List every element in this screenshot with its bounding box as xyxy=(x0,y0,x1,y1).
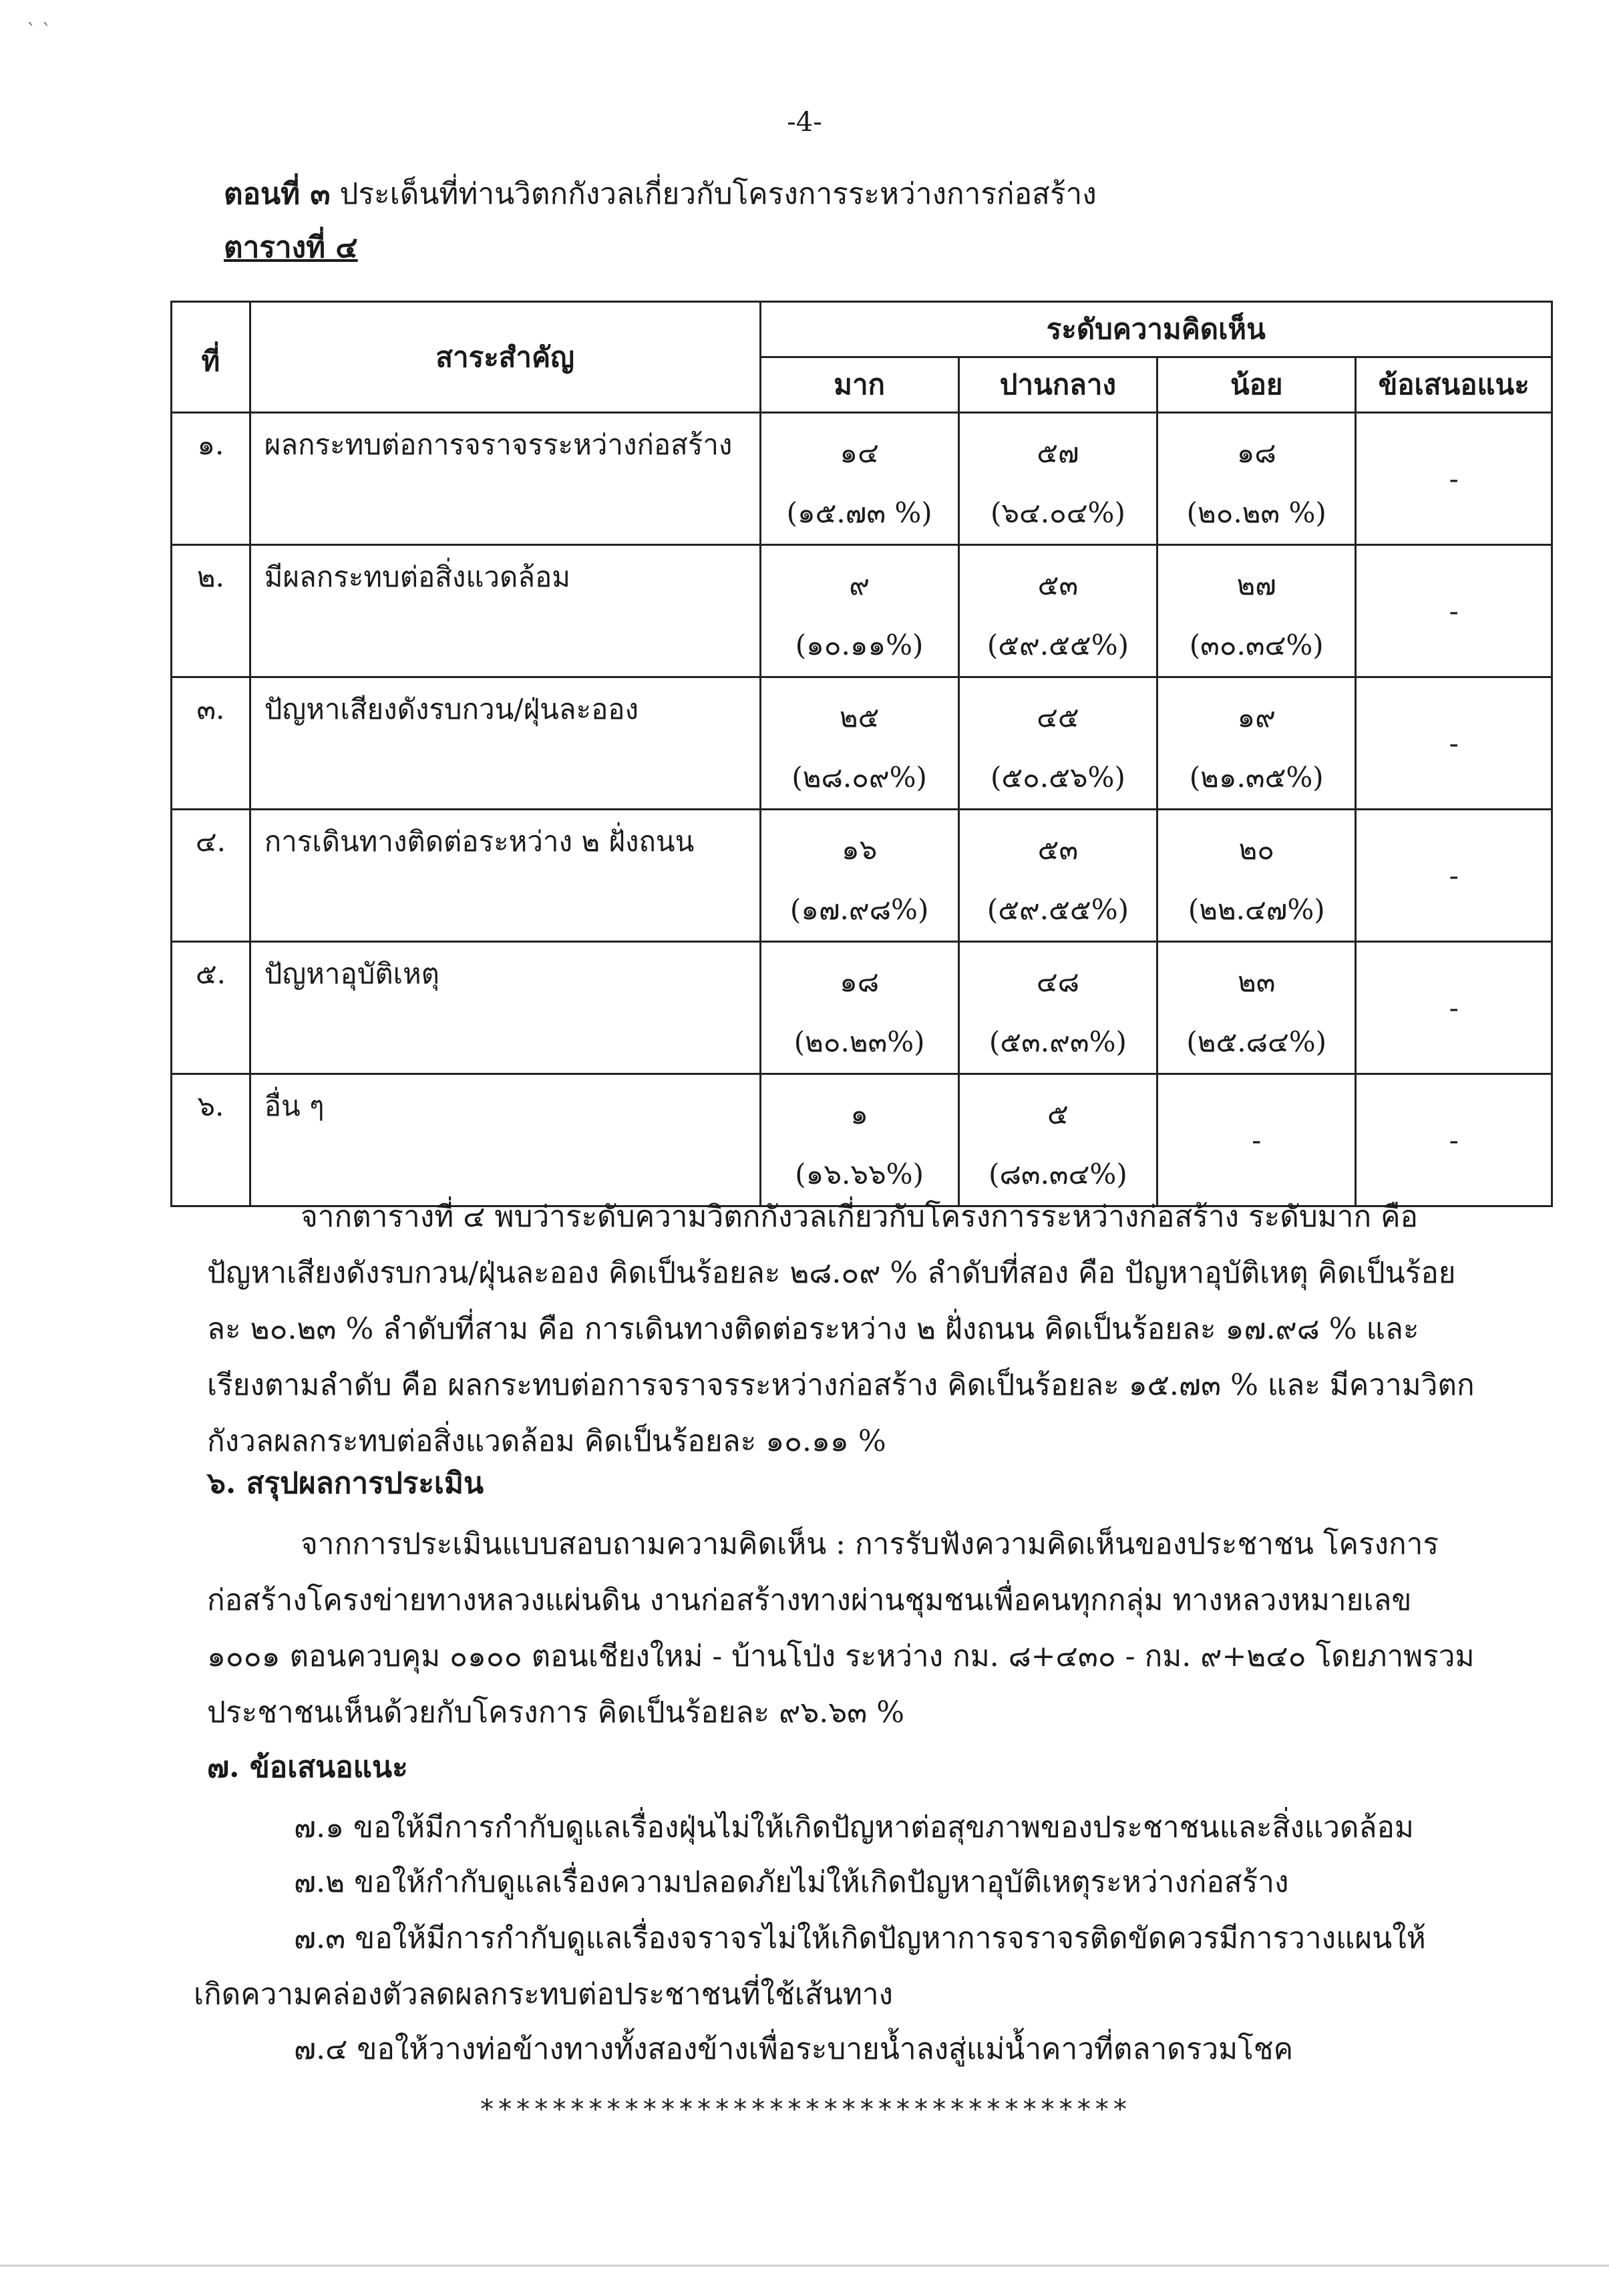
section-title: ประเด็นที่ท่านวิตกกังวลเกี่ยวกับโครงการระหว่างการก่อสร้าง xyxy=(339,177,1097,211)
low-percent: (๒๒.๔๗%) xyxy=(1188,893,1325,926)
cell-medium xyxy=(958,545,1157,677)
cell-high xyxy=(760,1074,958,1206)
cell-low xyxy=(1157,942,1356,1074)
high-count: ๑๔ xyxy=(840,436,879,469)
cell-suggestion: - xyxy=(1356,942,1552,1074)
low-percent: (๒๐.๒๓ %) xyxy=(1186,496,1326,529)
cell-suggestion: - xyxy=(1356,545,1552,677)
header-no: ที่ xyxy=(172,302,250,413)
table-row xyxy=(172,545,1552,677)
row-topic: อื่น ๆ xyxy=(250,1074,760,1206)
cell-suggestion: - xyxy=(1356,810,1552,942)
high-percent: (๑๗.๙๘%) xyxy=(789,893,929,926)
table-caption: ตารางที่ ๔ xyxy=(224,230,358,265)
table-row xyxy=(172,1074,1552,1206)
cell-medium xyxy=(958,677,1157,810)
cell-medium xyxy=(958,1074,1157,1206)
summary-paragraph: จากตารางที่ ๔ พบว่าระดับความวิตกกังวลเกี่ยวกับโครงการระหว่างก่อสร้าง ระดับมาก คือ ปัญหาเสียงดังรบกวน/ฝุ่นละออง คิดเป็นร้อยละ ๒๘.๐๙ % ลำดับที่สอง คือ ปัญหาอุบัติเหตุ คิดเป็นร้อยละ ๒๐.๒๓ % ลำดับที่สาม คือ การเดินทางติดต่อระหว่าง ๒ ฝั่งถนน คิดเป็นร้อยละ ๑๗.๙๘ % และเรียงตามลำดับ คือ ผลกระทบต่อการจราจรระหว่างก่อสร้าง คิดเป็นร้อยละ ๑๕.๗๓ % และ มีความวิตกกังวลผลกระทบต่อสิ่งแวดล้อม คิดเป็นร้อยละ ๑๐.๑๑ % xyxy=(207,1200,1475,1458)
cell-suggestion: - xyxy=(1356,677,1552,810)
medium-count: ๕ xyxy=(1047,1098,1069,1130)
high-percent: (๑๖.๖๖%) xyxy=(795,1158,924,1190)
medium-percent: (๕๙.๕๕%) xyxy=(987,629,1129,661)
high-percent: (๑๕.๗๓ %) xyxy=(786,496,932,529)
low-count: ๑๘ xyxy=(1236,436,1276,469)
recommendations-heading: ๗. ข้อเสนอแนะ xyxy=(207,1750,408,1784)
row-no: ๓. xyxy=(172,677,250,810)
section-heading xyxy=(224,170,1097,217)
high-count: ๒๕ xyxy=(839,701,880,733)
high-count: ๙ xyxy=(849,568,870,601)
row-no: ๔. xyxy=(172,810,250,942)
cell-low xyxy=(1157,677,1356,810)
medium-count: ๕๓ xyxy=(1037,568,1079,601)
conclusion-heading: ๖. สรุปผลการประเมิน xyxy=(207,1466,484,1500)
cell-low xyxy=(1157,545,1356,677)
low-percent: (๒๕.๘๔%) xyxy=(1186,1025,1327,1058)
header-low: น้อย xyxy=(1157,357,1356,413)
high-count: ๑ xyxy=(850,1098,868,1130)
cell-high xyxy=(760,677,958,810)
scan-mark: ` ` xyxy=(27,20,51,42)
header-suggestion: ข้อเสนอแนะ xyxy=(1356,357,1552,413)
cell-medium xyxy=(958,413,1157,545)
header-high: มาก xyxy=(760,357,958,413)
high-count: ๑๖ xyxy=(841,833,878,866)
medium-percent: (๘๓.๓๔%) xyxy=(989,1158,1127,1190)
medium-percent: (๕๓.๙๓%) xyxy=(989,1025,1127,1058)
cell-high xyxy=(760,413,958,545)
table-row xyxy=(172,413,1552,545)
row-topic: มีผลกระทบต่อสิ่งแวดล้อม xyxy=(250,545,760,677)
low-count: ๒๗ xyxy=(1236,568,1276,601)
row-no: ๕. xyxy=(172,942,250,1074)
row-topic: ปัญหาเสียงดังรบกวน/ฝุ่นละออง xyxy=(250,677,760,810)
page-number: -4- xyxy=(787,107,822,138)
row-topic: ปัญหาอุบัติเหตุ xyxy=(250,942,760,1074)
table-row xyxy=(172,677,1552,810)
cell-suggestion: - xyxy=(1356,1074,1552,1206)
table-row xyxy=(172,942,1552,1074)
cell-low xyxy=(1157,810,1356,942)
cell-medium xyxy=(958,942,1157,1074)
row-no: ๒. xyxy=(172,545,250,677)
low-count: ๒๓ xyxy=(1238,965,1276,998)
section-label: ตอนที่ ๓ xyxy=(224,177,331,211)
medium-count: ๕๓ xyxy=(1037,833,1079,866)
cell-low: - xyxy=(1157,1074,1356,1206)
row-no: ๑. xyxy=(172,413,250,545)
cell-suggestion: - xyxy=(1356,413,1552,545)
high-count: ๑๘ xyxy=(840,965,880,998)
medium-percent: (๕๐.๕๖%) xyxy=(990,761,1125,794)
medium-count: ๕๗ xyxy=(1037,436,1079,469)
end-marker: ************************************ xyxy=(479,2094,1130,2125)
cell-high xyxy=(760,810,958,942)
row-topic: การเดินทางติดต่อระหว่าง ๒ ฝั่งถนน xyxy=(250,810,760,942)
header-medium: ปานกลาง xyxy=(958,357,1157,413)
row-no: ๖. xyxy=(172,1074,250,1206)
cell-medium xyxy=(958,810,1157,942)
low-count: ๑๙ xyxy=(1237,701,1276,733)
medium-count: ๔๘ xyxy=(1036,965,1080,998)
cell-high xyxy=(760,545,958,677)
page-edge-rule xyxy=(0,2265,1609,2267)
header-level-group: ระดับความคิดเห็น xyxy=(760,302,1552,357)
low-count: ๒๐ xyxy=(1238,833,1274,866)
high-percent: (๒๐.๒๓%) xyxy=(793,1025,925,1058)
cell-low xyxy=(1157,413,1356,545)
high-percent: (๒๘.๐๙%) xyxy=(791,761,927,794)
high-percent: (๑๐.๑๑%) xyxy=(795,629,924,661)
medium-percent: (๕๙.๕๕%) xyxy=(987,893,1129,926)
table-row xyxy=(172,810,1552,942)
low-percent: (๒๑.๓๕%) xyxy=(1189,761,1324,794)
medium-count: ๔๕ xyxy=(1037,701,1079,733)
medium-percent: (๖๔.๐๔%) xyxy=(990,496,1125,529)
opinion-table xyxy=(170,301,1553,1207)
conclusion-paragraph: จากการประเมินแบบสอบถามความคิดเห็น : การรับฟังความคิดเห็นของประชาชน โครงการก่อสร้างโครงข่ายทางหลวงแผ่นดิน งานก่อสร้างทางผ่านชุมชนเพื่อคนทุกกลุ่ม ทางหลวงหมายเลข ๑๐๐๑ ตอนควบคุม ๐๑๐๐ ตอนเชียงใหม่ - บ้านโป่ง ระหว่าง กม. ๘+๔๓๐ - กม. ๙+๒๔๐ โดยภาพรวมประชาชนเห็นด้วยกับโครงการ คิดเป็นร้อยละ ๙๖.๖๓ % xyxy=(207,1527,1475,1730)
cell-high xyxy=(760,942,958,1074)
low-percent: (๓๐.๓๔%) xyxy=(1189,629,1324,661)
recommendation-item: ๗.๒ ขอให้กำกับดูแลเรื่องความปลอดภัยไม่ให้เกิดปัญหาอุบัติเหตุระหว่างก่อสร้าง xyxy=(294,1865,1289,1899)
header-topic: สาระสำคัญ xyxy=(250,302,760,413)
recommendation-item: ๗.๔ ขอให้วางท่อข้างทางทั้งสองข้างเพื่อระบายน้ำลงสู่แม่น้ำคาวที่ตลาดรวมโชค xyxy=(294,2032,1293,2066)
row-topic: ผลกระทบต่อการจราจรระหว่างก่อสร้าง xyxy=(250,413,760,545)
recommendation-item: ๗.๑ ขอให้มีการกำกับดูแลเรื่องฝุ่นไม่ให้เกิดปัญหาต่อสุขภาพของประชาชนและสิ่งแวดล้อม xyxy=(294,1810,1414,1844)
recommendation-item: ๗.๓ ขอให้มีการกำกับดูแลเรื่องจราจรไม่ให้เกิดปัญหาการจราจรติดขัดควรมีการวางแผนให้เกิดความคล่องตัวลดผลกระทบต่อประชาชนที่ใช้เส้นทาง xyxy=(194,1921,1426,2011)
